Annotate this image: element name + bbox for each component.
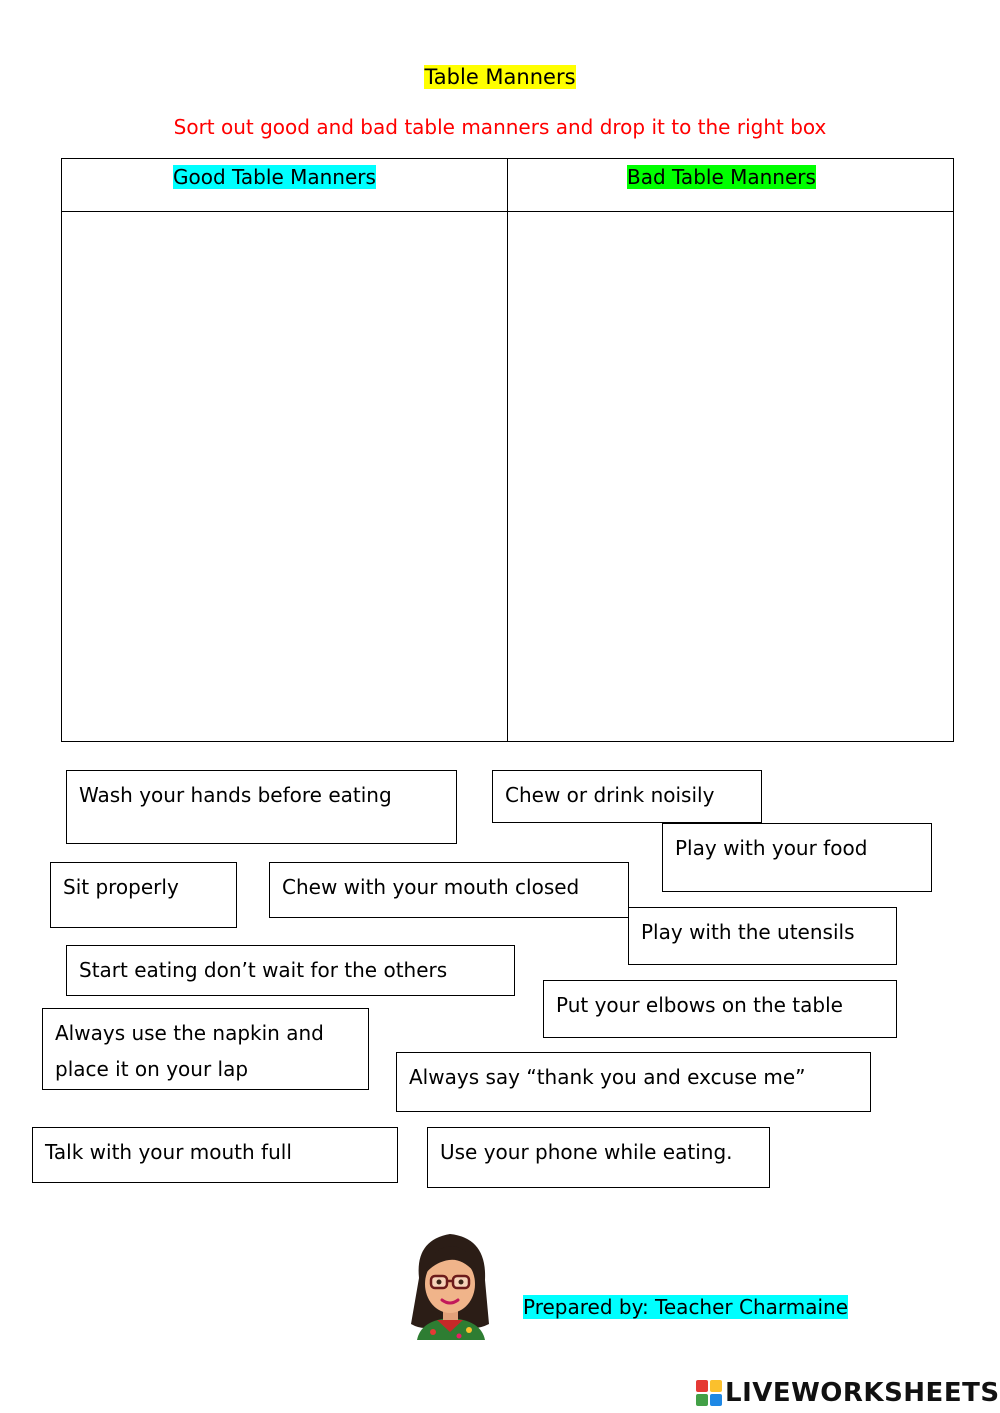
drag-card-napkin-lap[interactable]: Always use the napkin and place it on your lap [42, 1008, 369, 1090]
drag-card-play-food[interactable]: Play with your food [662, 823, 932, 892]
drag-card-sit-properly[interactable]: Sit properly [50, 862, 237, 928]
instruction-text: Sort out good and bad table manners and drop it to the right box [173, 115, 827, 139]
liveworksheets-wordmark: LIVEWORKSHEETS [725, 1378, 1000, 1408]
drag-card-mouth-full[interactable]: Talk with your mouth full [32, 1127, 398, 1183]
liveworksheets-logo [696, 1376, 1000, 1410]
drag-card-start-eating[interactable]: Start eating don’t wait for the others [66, 945, 515, 996]
sorting-table [61, 158, 954, 742]
worksheet-title [0, 62, 1000, 92]
drag-card-phone-eating[interactable]: Use your phone while eating. [427, 1127, 770, 1188]
drag-card-chew-noisily[interactable]: Chew or drink noisily [492, 770, 762, 823]
bad-manners-drop-zone[interactable] [508, 212, 953, 741]
prepared-by-label: Prepared by: Teacher Charmaine [523, 1295, 849, 1319]
drag-card-elbows-table[interactable]: Put your elbows on the table [543, 980, 897, 1038]
teacher-avatar [403, 1228, 498, 1343]
drag-card-play-utensils[interactable]: Play with the utensils [628, 907, 897, 965]
liveworksheets-logo-icon [696, 1380, 722, 1406]
drag-card-thank-you[interactable]: Always say “thank you and excuse me” [396, 1052, 871, 1112]
bad-manners-header: Bad Table Manners [627, 165, 816, 189]
worksheet-title-text: Table Manners [424, 65, 576, 89]
good-manners-drop-zone[interactable] [62, 212, 507, 741]
drag-card-wash-hands[interactable]: Wash your hands before eating [66, 770, 457, 844]
drag-card-chew-closed[interactable]: Chew with your mouth closed [269, 862, 629, 918]
good-manners-header: Good Table Manners [173, 165, 376, 189]
